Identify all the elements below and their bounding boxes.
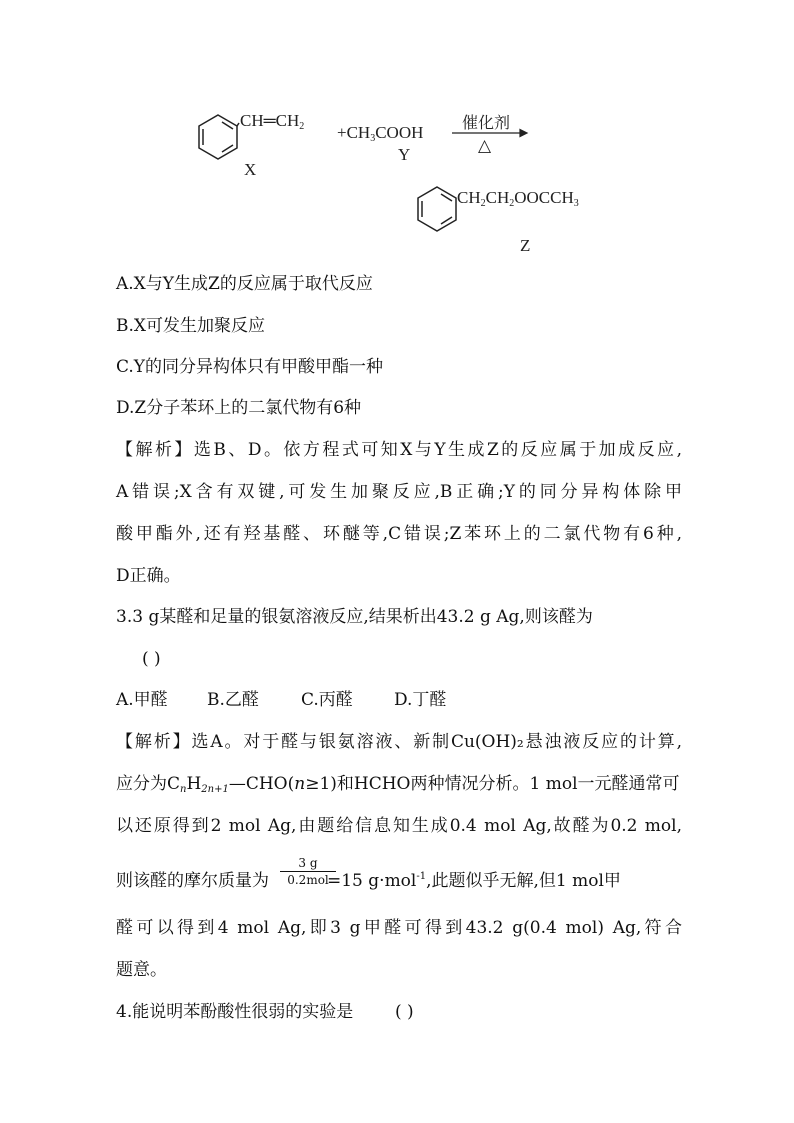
q2-option-c: C.Y的同分异构体只有甲酸甲酯一种 [116, 357, 384, 377]
q3-analysis-line-4: 则该醛的摩尔质量为 =15 g·mol$^{-1}$,此题似乎无解,但1 mol甲 [116, 871, 621, 891]
benzene-ring-z [418, 187, 456, 231]
q2-analysis-line-2: A错误;X含有双键,可发生加聚反应,B正确;Y的同分异构体除甲 [116, 482, 682, 502]
q3-stem: 3.3 g某醛和足量的银氨溶液反应,结果析出43.2 g Ag,则该醛为 [116, 607, 593, 627]
x-substituent: $CH═CH_2$ [240, 111, 305, 132]
q3-analysis-line-1: 【解析】选A。对于醛与银氨溶液、新制Cu(OH)₂悬浊液反应的计算, [116, 732, 682, 752]
q3-option-d: D.丁醛 [394, 690, 447, 710]
q3-option-b: B.乙醛 [207, 690, 259, 710]
catalyst-label: 催化剂 [462, 115, 511, 132]
q2-option-a: A.X与Y生成Z的反应属于取代反应 [116, 274, 373, 294]
q3-option-a: A.甲醛 [116, 690, 168, 710]
q2-option-b: B.X可发生加聚反应 [116, 316, 265, 336]
q4-answer-blank: ( ) [395, 1002, 414, 1022]
molar-mass-fraction [280, 856, 336, 887]
x-label: X [244, 160, 257, 179]
fraction-denominator: 0.2mol [287, 873, 329, 887]
benzene-ring-x [199, 115, 239, 159]
fraction-numerator: 3 g [298, 856, 318, 870]
q3-analysis-line-6: 题意。 [116, 960, 167, 980]
z-substituent: $CH_2CH_2OOCCH_3$ [457, 188, 579, 209]
q2-analysis-line-3: 酸甲酯外,还有羟基醛、环醚等,C错误;Z苯环上的二氯代物有6种, [116, 524, 682, 544]
q3-answer-blank: ( ) [142, 649, 161, 669]
q3-option-c: C.丙醛 [301, 690, 353, 710]
q4-stem: 4.能说明苯酚酸性很弱的实验是 [116, 1002, 354, 1022]
z-label: Z [520, 236, 531, 255]
q3-analysis-line-5: 醛可以得到4 mol Ag,即3 g甲醛可得到43.2 g(0.4 mol) Ag,符合 [116, 918, 682, 938]
q2-analysis-line-4: D正确。 [116, 566, 181, 586]
q2-analysis-line-1: 【解析】选B、D。依方程式可知X与Y生成Z的反应属于加成反应, [116, 440, 682, 460]
q2-option-d: D.Z分子苯环上的二氯代物有6种 [116, 398, 362, 418]
y-label: Y [398, 145, 411, 164]
q3-analysis-line-2: 应分为$C_nH_{2n+1}—CHO(n\ge 1)$和HCHO两种情况分析。1 mol一元醛通常可 [116, 774, 680, 795]
q3-analysis-line-3: 以还原得到2 mol Ag,由题给信息知生成0.4 mol Ag,故醛为0.2 mol, [116, 816, 682, 836]
heat-symbol: △ [478, 136, 492, 155]
reagent-y: $+CH_3COOH$ [337, 123, 424, 144]
